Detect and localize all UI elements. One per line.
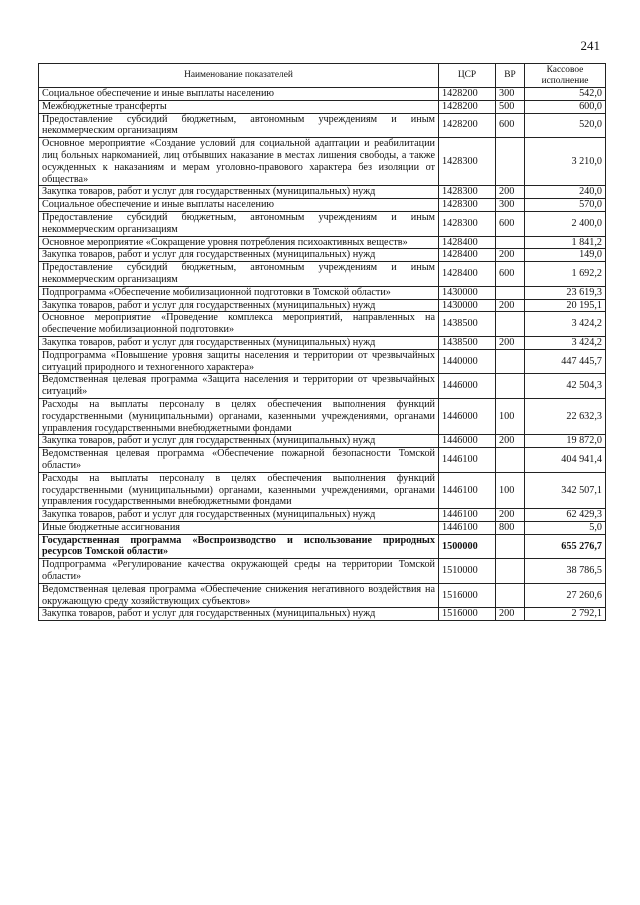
row-name-cell: Расходы на выплаты персоналу в целях обеспечения выполнения функций государственными (муниципальными) органами, казенными учреждениями, органами управления государственными внебюджетными фондами <box>39 398 439 434</box>
table-body <box>39 88 606 621</box>
row-csr-cell: 1446000 <box>439 435 496 448</box>
row-name-cell: Расходы на выплаты персоналу в целях обеспечения выполнения функций государственными (муниципальными) органами, казенными учреждениями, органами управления государственными внебюджетными фондами <box>39 472 439 508</box>
row-amount-cell: 655 276,7 <box>525 534 606 559</box>
budget-execution-table <box>38 63 606 621</box>
row-amount-cell: 3 424,2 <box>525 336 606 349</box>
header-csr: ЦСР <box>439 64 496 88</box>
row-vr-cell: 200 <box>496 608 525 621</box>
row-vr-cell: 200 <box>496 509 525 522</box>
row-csr-cell: 1440000 <box>439 349 496 374</box>
table-row <box>39 249 606 262</box>
row-amount-cell: 149,0 <box>525 249 606 262</box>
header-amount: Кассовое исполнение <box>525 64 606 88</box>
row-name-cell: Социальное обеспечение и иные выплаты населению <box>39 88 439 101</box>
row-amount-cell: 5,0 <box>525 521 606 534</box>
row-vr-cell: 600 <box>496 262 525 287</box>
row-name-cell: Подпрограмма «Повышение уровня защиты населения и территории от чрезвычайных ситуаций природного и техногенного характера» <box>39 349 439 374</box>
row-name-cell: Межбюджетные трансферты <box>39 100 439 113</box>
row-amount-cell: 542,0 <box>525 88 606 101</box>
row-amount-cell: 520,0 <box>525 113 606 138</box>
page-number: 241 <box>580 38 600 53</box>
row-csr-cell: 1500000 <box>439 534 496 559</box>
row-amount-cell: 38 786,5 <box>525 559 606 584</box>
row-name-cell: Подпрограмма «Обеспечение мобилизационной подготовки в Томской области» <box>39 286 439 299</box>
row-csr-cell: 1428200 <box>439 88 496 101</box>
row-amount-cell: 600,0 <box>525 100 606 113</box>
row-csr-cell: 1446100 <box>439 448 496 473</box>
row-csr-cell: 1430000 <box>439 286 496 299</box>
row-csr-cell: 1428300 <box>439 199 496 212</box>
row-csr-cell: 1516000 <box>439 583 496 608</box>
row-csr-cell: 1428200 <box>439 113 496 138</box>
row-amount-cell: 2 400,0 <box>525 211 606 236</box>
row-amount-cell: 19 872,0 <box>525 435 606 448</box>
row-name-cell: Иные бюджетные ассигнования <box>39 521 439 534</box>
table-row <box>39 509 606 522</box>
row-name-cell: Социальное обеспечение и иные выплаты населению <box>39 199 439 212</box>
row-csr-cell: 1428400 <box>439 236 496 249</box>
table-row <box>39 186 606 199</box>
row-amount-cell: 23 619,3 <box>525 286 606 299</box>
row-vr-cell <box>496 312 525 337</box>
row-csr-cell: 1516000 <box>439 608 496 621</box>
table-row <box>39 472 606 508</box>
row-vr-cell: 800 <box>496 521 525 534</box>
row-vr-cell: 300 <box>496 199 525 212</box>
row-csr-cell: 1438500 <box>439 336 496 349</box>
row-amount-cell: 342 507,1 <box>525 472 606 508</box>
row-vr-cell <box>496 534 525 559</box>
table-row <box>39 100 606 113</box>
table-row <box>39 138 606 186</box>
row-name-cell: Основное мероприятие «Сокращение уровня потребления психоактивных веществ» <box>39 236 439 249</box>
row-amount-cell: 1 692,2 <box>525 262 606 287</box>
row-csr-cell: 1446100 <box>439 509 496 522</box>
row-csr-cell: 1446000 <box>439 374 496 399</box>
table-row <box>39 559 606 584</box>
row-name-cell: Закупка товаров, работ и услуг для государственных (муниципальных) нужд <box>39 299 439 312</box>
row-vr-cell <box>496 374 525 399</box>
row-csr-cell: 1428400 <box>439 249 496 262</box>
row-vr-cell: 100 <box>496 398 525 434</box>
row-vr-cell: 200 <box>496 299 525 312</box>
row-name-cell: Ведомственная целевая программа «Обеспечение снижения негативного воздействия на окружающую среду хозяйствующих субъектов» <box>39 583 439 608</box>
row-csr-cell: 1428300 <box>439 186 496 199</box>
row-vr-cell: 200 <box>496 336 525 349</box>
table-row <box>39 299 606 312</box>
row-name-cell: Закупка товаров, работ и услуг для государственных (муниципальных) нужд <box>39 608 439 621</box>
row-csr-cell: 1430000 <box>439 299 496 312</box>
table-row <box>39 435 606 448</box>
row-amount-cell: 404 941,4 <box>525 448 606 473</box>
row-name-cell: Закупка товаров, работ и услуг для государственных (муниципальных) нужд <box>39 509 439 522</box>
table-row <box>39 374 606 399</box>
row-name-cell: Основное мероприятие «Создание условий для социальной адаптации и реабилитации лиц больных наркоманией, лиц отбывших наказание в местах лишения свободы, а также осужденных к наказаниям и мерам уголовно-правового характера без изоляции от общества» <box>39 138 439 186</box>
row-csr-cell: 1446100 <box>439 521 496 534</box>
row-amount-cell: 3 210,0 <box>525 138 606 186</box>
row-name-cell: Ведомственная целевая программа «Защита населения и территории от чрезвычайных ситуаций» <box>39 374 439 399</box>
table-row <box>39 211 606 236</box>
row-name-cell: Закупка товаров, работ и услуг для государственных (муниципальных) нужд <box>39 186 439 199</box>
row-amount-cell: 20 195,1 <box>525 299 606 312</box>
header-name: Наименование показателей <box>39 64 439 88</box>
table-row <box>39 199 606 212</box>
table-row <box>39 521 606 534</box>
row-name-cell: Основное мероприятие «Проведение комплекса мероприятий, направленных на обеспечение мобилизационной подготовки» <box>39 312 439 337</box>
row-vr-cell <box>496 138 525 186</box>
row-vr-cell <box>496 448 525 473</box>
row-csr-cell: 1510000 <box>439 559 496 584</box>
row-vr-cell <box>496 286 525 299</box>
row-csr-cell: 1446100 <box>439 472 496 508</box>
row-amount-cell: 3 424,2 <box>525 312 606 337</box>
row-name-cell: Закупка товаров, работ и услуг для государственных (муниципальных) нужд <box>39 336 439 349</box>
row-name-cell: Ведомственная целевая программа «Обеспечение пожарной безопасности Томской области» <box>39 448 439 473</box>
row-amount-cell: 570,0 <box>525 199 606 212</box>
table-row <box>39 336 606 349</box>
table-row <box>39 286 606 299</box>
table-row <box>39 349 606 374</box>
row-csr-cell: 1428300 <box>439 211 496 236</box>
row-vr-cell: 200 <box>496 249 525 262</box>
row-name-cell: Государственная программа «Воспроизводство и использование природных ресурсов Томской области» <box>39 534 439 559</box>
table-row <box>39 262 606 287</box>
row-amount-cell: 1 841,2 <box>525 236 606 249</box>
row-amount-cell: 42 504,3 <box>525 374 606 399</box>
row-amount-cell: 22 632,3 <box>525 398 606 434</box>
row-name-cell: Закупка товаров, работ и услуг для государственных (муниципальных) нужд <box>39 249 439 262</box>
row-name-cell: Предоставление субсидий бюджетным, автономным учреждениям и иным некоммерческим организациям <box>39 262 439 287</box>
table-row <box>39 113 606 138</box>
row-amount-cell: 2 792,1 <box>525 608 606 621</box>
table-header-row <box>39 64 606 88</box>
row-vr-cell <box>496 559 525 584</box>
row-vr-cell: 200 <box>496 186 525 199</box>
row-vr-cell: 300 <box>496 88 525 101</box>
table-row <box>39 312 606 337</box>
row-vr-cell: 500 <box>496 100 525 113</box>
row-vr-cell <box>496 583 525 608</box>
header-vr: ВР <box>496 64 525 88</box>
row-vr-cell <box>496 349 525 374</box>
table-row <box>39 88 606 101</box>
row-csr-cell: 1428400 <box>439 262 496 287</box>
table-row <box>39 608 606 621</box>
row-name-cell: Подпрограмма «Регулирование качества окружающей среды на территории Томской области» <box>39 559 439 584</box>
row-vr-cell: 600 <box>496 211 525 236</box>
row-amount-cell: 27 260,6 <box>525 583 606 608</box>
row-name-cell: Закупка товаров, работ и услуг для государственных (муниципальных) нужд <box>39 435 439 448</box>
row-name-cell: Предоставление субсидий бюджетным, автономным учреждениям и иным некоммерческим организациям <box>39 211 439 236</box>
row-vr-cell: 200 <box>496 435 525 448</box>
row-amount-cell: 240,0 <box>525 186 606 199</box>
row-csr-cell: 1438500 <box>439 312 496 337</box>
table-row <box>39 583 606 608</box>
row-vr-cell: 100 <box>496 472 525 508</box>
row-name-cell: Предоставление субсидий бюджетным, автономным учреждениям и иным некоммерческим организациям <box>39 113 439 138</box>
row-vr-cell <box>496 236 525 249</box>
row-amount-cell: 447 445,7 <box>525 349 606 374</box>
row-amount-cell: 62 429,3 <box>525 509 606 522</box>
table-row <box>39 448 606 473</box>
table-row <box>39 236 606 249</box>
row-csr-cell: 1428300 <box>439 138 496 186</box>
table-row <box>39 534 606 559</box>
row-csr-cell: 1446000 <box>439 398 496 434</box>
row-vr-cell: 600 <box>496 113 525 138</box>
table-row <box>39 398 606 434</box>
row-csr-cell: 1428200 <box>439 100 496 113</box>
